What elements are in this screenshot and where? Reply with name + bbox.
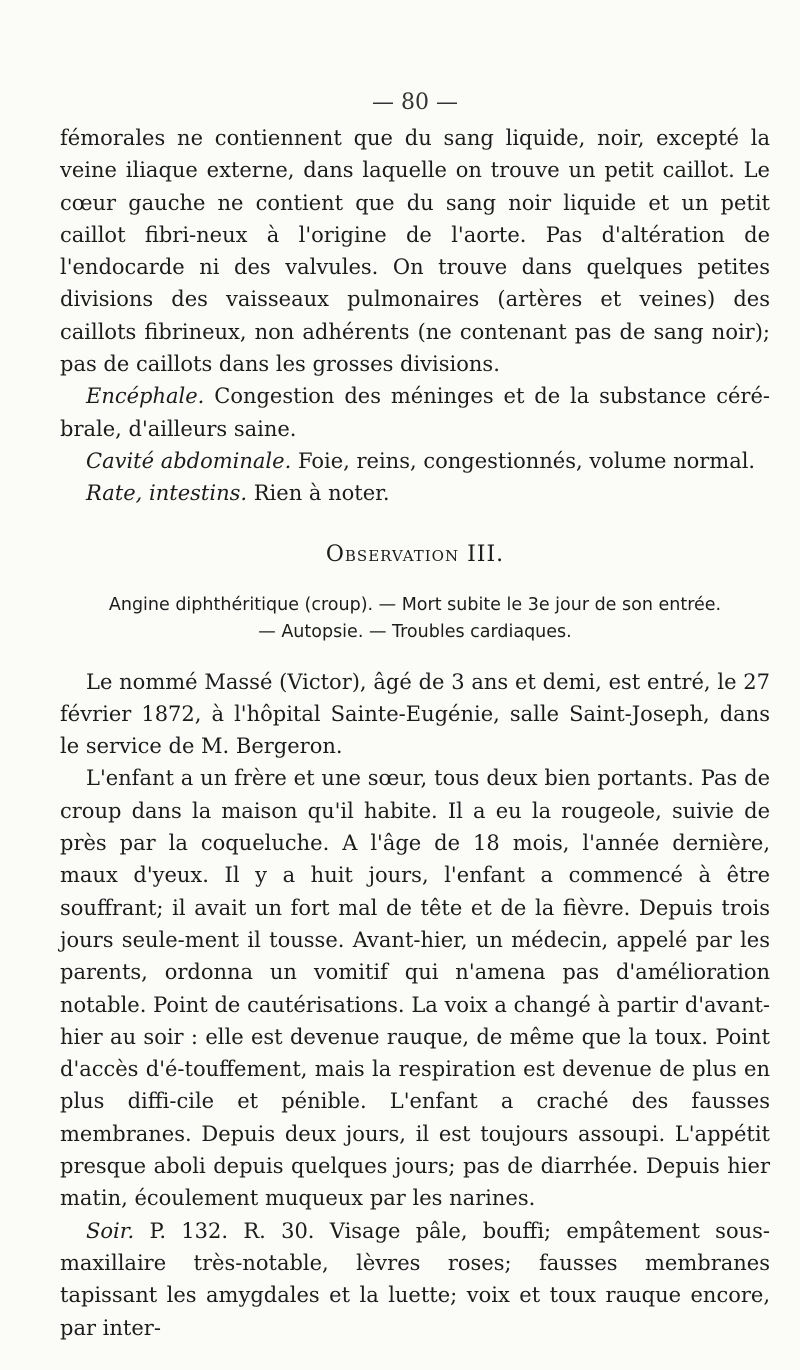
paragraph-soir-text: P. 132. R. 30. Visage pâle, bouffi; empâtement sous-maxillaire très-notable, lèvres roses; fausses membranes tapissant les amygdales et la luette; voix et toux rauque encore, par inter-	[60, 1218, 770, 1340]
observation-summary-line-2: — Autopsie. — Troubles cardiaques.	[258, 621, 572, 642]
section-label-soir: Soir.	[86, 1218, 135, 1243]
paragraph-rate-intestins-text: Rien à noter.	[247, 481, 390, 506]
observation-summary	[60, 592, 770, 646]
paragraph-cavite-abdominale-text: Foie, reins, congestionnés, volume normal.	[291, 448, 756, 473]
document-page	[60, 88, 770, 1344]
paragraph-patient-admission: Le nommé Massé (Victor), âgé de 3 ans et demi, est entré, le 27 février 1872, à l'hôpital Sainte-Eugénie, salle Saint-Joseph, dans le service de M. Bergeron.	[60, 669, 770, 759]
paragraph-patient-history: L'enfant a un frère et une sœur, tous deux bien portants. Pas de croup dans la maison qu'il habite. Il a eu la rougeole, suivie de près par la coqueluche. A l'âge de 18 mois, l'année dernière, maux d'yeux. Il y a huit jours, l'enfant a commencé à être souffrant; il avait un fort mal de tête et de la fièvre. Depuis trois jours seule-ment il tousse. Avant-hier, un médecin, appelé par les parents, ordonna un vomitif qui n'amena pas d'amélioration notable. Point de cautérisations. La voix a changé à partir d'avant-hier au soir : elle est devenue rauque, de même que la toux. Point d'accès d'é-touffement, mais la respiration est devenue de plus en plus diffi-cile et pénible. L'enfant a craché des fausses membranes. Depuis deux jours, il est toujours assoupi. L'appétit presque aboli depuis quelques jours; pas de diarrhée. Depuis hier matin, écoulement muqueux par les narines.	[60, 766, 770, 1211]
paragraph-soir	[60, 1215, 770, 1344]
observation-heading: Observation III.	[325, 541, 505, 567]
section-label-cavite-abdominale: Cavité abdominale.	[86, 448, 292, 473]
section-label-encephale: Encéphale.	[86, 384, 205, 409]
paragraph-rate-intestins	[60, 477, 770, 509]
paragraph-encephale	[60, 380, 770, 445]
observation-summary-line-1: Angine diphthéritique (croup). — Mort subite le 3e jour de son entrée.	[108, 594, 722, 615]
page-number: — 80 —	[372, 90, 458, 115]
section-label-rate-intestins: Rate, intestins.	[86, 481, 248, 506]
paragraph-cavite-abdominale	[60, 445, 770, 477]
paragraph-encephale-text: Congestion des méninges et de la substance céré-brale, d'ailleurs saine.	[60, 384, 770, 441]
paragraph-autopsy-continuation: fémorales ne contiennent que du sang liquide, noir, excepté la veine iliaque externe, dans laquelle on trouve un petit caillot. Le cœur gauche ne contient que du sang noir liquide et un petit caillot fibri-neux à l'origine de l'aorte. Pas d'altération de l'endocarde ni des valvules. On trouve dans quelques petites divisions des vaisseaux pulmonaires (artères et veines) des caillots fibrineux, non adhérents (ne contenant pas de sang noir); pas de caillots dans les grosses divisions.	[60, 126, 770, 377]
